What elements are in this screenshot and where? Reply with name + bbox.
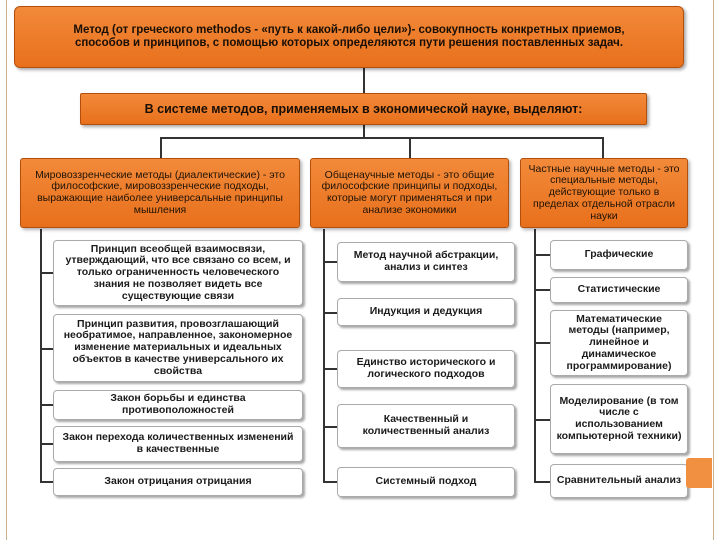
branch-general-3 (323, 368, 337, 370)
branch-particular-5 (534, 481, 550, 483)
branch-worldview-2 (40, 348, 53, 350)
particular-item-comparative: Сравнительный анализ (550, 464, 688, 498)
connector-to-worldview (160, 137, 162, 158)
worldview-item-quantity-to-quality: Закон перехода количественных изменений в качественные (53, 426, 303, 462)
worldview-item-development: Принцип развития, провозглашающий необратимое, направленное, закономерное изменение материальных и идеальных объектов в качестве универсального их свойства (53, 314, 303, 382)
slide-frame-left (6, 0, 7, 540)
particular-item-modelling: Моделирование (в том числе с использованием компьютерной техники) (550, 384, 688, 454)
branch-particular-3 (534, 342, 550, 344)
spine-general (323, 229, 325, 482)
general-item-induction-deduction: Индукция и дедукция (337, 298, 515, 326)
method-definition: Метод (от греческого methodos - «путь к какой-либо цели»)- совокупность конкретных приемов, способов и принципов, с помощью которых определяются пути решения поставленных задач. (14, 6, 684, 68)
branch-particular-4 (534, 419, 550, 421)
general-item-historical-logical: Единство исторического и логического подходов (337, 350, 515, 388)
branch-worldview-5 (40, 481, 53, 483)
slide-frame-right (713, 0, 714, 540)
branch-worldview-3 (40, 404, 53, 406)
worldview-methods-category: Мировоззренческие методы (диалектические) - это философские, мировоззренческие подходы, выражающие наиболее универсальные принципы мышления (20, 158, 300, 228)
general-item-abstraction: Метод научной абстракции, анализ и синтез (337, 242, 515, 282)
general-scientific-methods-category: Общенаучные методы - это общие философские принципы и подходы, которые могут применяться и при анализе экономики (310, 158, 509, 228)
branch-particular-2 (534, 289, 550, 291)
connector-def-header (363, 68, 365, 93)
particular-item-graphical: Графические (550, 240, 688, 270)
particular-scientific-methods-category: Частные научные методы - это специальные методы, действующие только в пределах отдельной отрасли науки (520, 158, 688, 228)
branch-general-1 (323, 261, 337, 263)
branch-worldview-1 (40, 272, 53, 274)
general-item-qualitative-quantitative: Качественный и количественный анализ (337, 404, 515, 448)
decorative-tab (686, 458, 712, 488)
spine-particular (534, 229, 536, 482)
methods-system-header: В системе методов, применяемых в экономической науке, выделяют: (80, 93, 647, 125)
particular-item-mathematical: Математические методы (например, линейное и динамическое программирование) (550, 310, 688, 376)
worldview-item-unity-of-opposites: Закон борьбы и единства противоположностей (53, 390, 303, 420)
general-item-systems-approach: Системный подход (337, 467, 515, 497)
branch-general-4 (323, 426, 337, 428)
branch-worldview-4 (40, 443, 53, 445)
branch-general-5 (323, 481, 337, 483)
branch-particular-1 (534, 254, 550, 256)
connector-to-particular (602, 137, 604, 158)
connector-header-branch (160, 137, 604, 139)
branch-general-2 (323, 312, 337, 314)
worldview-item-negation-of-negation: Закон отрицания отрицания (53, 468, 303, 496)
particular-item-statistical: Статистические (550, 277, 688, 303)
worldview-item-interconnection: Принцип всеобщей взаимосвязи, утверждающий, что все связано со всем, и только ограниченность человеческого знания не позволяет видеть все существующие связи (53, 240, 303, 306)
connector-to-general (409, 137, 411, 158)
